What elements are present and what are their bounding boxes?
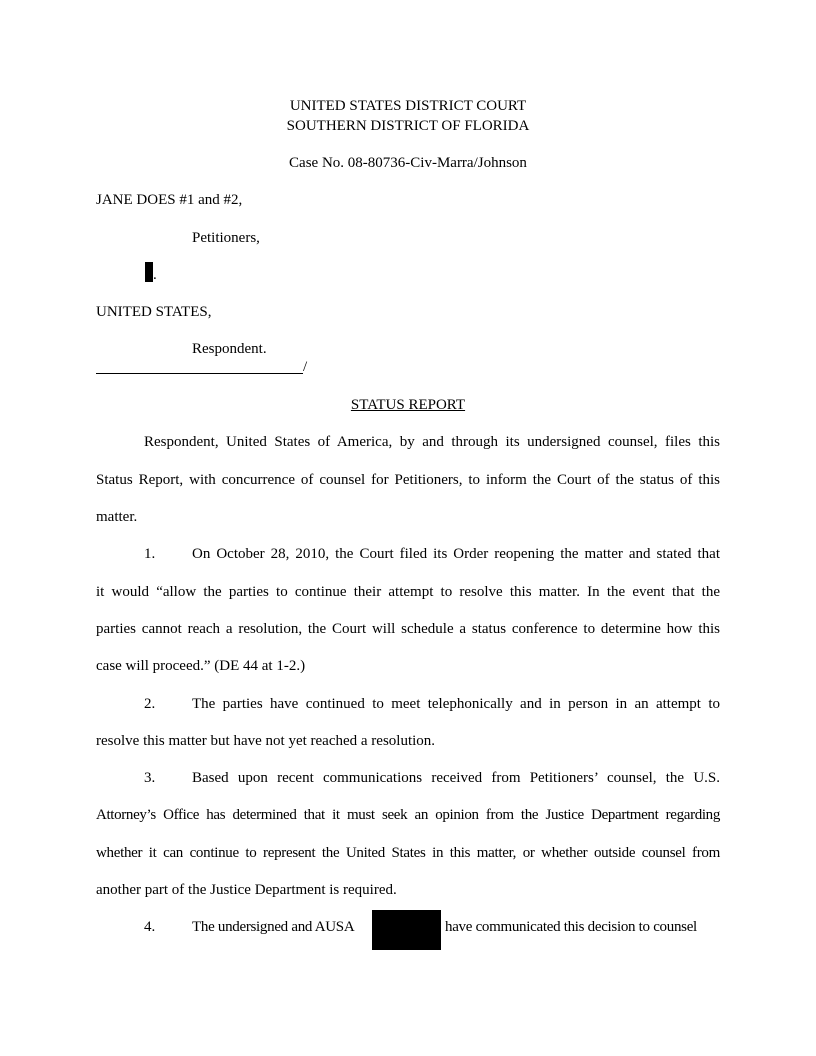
paragraph-1-line-4: case will proceed.” (DE 44 at 1-2.) bbox=[96, 658, 306, 674]
paragraph-1-line-3: parties cannot reach a resolution, the Court will schedule a status conference to determine how this bbox=[96, 621, 720, 637]
caption-signature-line bbox=[96, 373, 303, 374]
paragraph-3-line-3: whether it can continue to represent the United States in this matter, or whether outside counsel from bbox=[96, 845, 720, 861]
respondent-role: Respondent. bbox=[192, 341, 267, 357]
versus-fragment: . bbox=[153, 267, 157, 283]
paragraph-number: 4. bbox=[144, 919, 156, 935]
court-district: SOUTHERN DISTRICT OF FLORIDA bbox=[286, 118, 530, 134]
redaction-box bbox=[372, 910, 441, 950]
case-number: Case No. 08-80736-Civ-Marra/Johnson bbox=[289, 155, 527, 171]
paragraph-1-line-2: it would “allow the parties to continue their attempt to resolve this matter. In the event that the bbox=[96, 584, 720, 600]
intro-line-2: Status Report, with concurrence of counsel for Petitioners, to inform the Court of the status of this bbox=[96, 472, 720, 488]
paragraph-number: 2. bbox=[144, 696, 156, 712]
paragraph-4-after-redaction: have communicated this decision to counsel bbox=[445, 919, 697, 935]
paragraph-1-line-1: On October 28, 2010, the Court filed its Order reopening the matter and stated that bbox=[192, 546, 720, 562]
petitioners-role: Petitioners, bbox=[192, 230, 260, 246]
petitioners-party: JANE DOES #1 and #2, bbox=[96, 192, 243, 208]
paragraph-2-line-1: The parties have continued to meet telephonically and in person in an attempt to bbox=[192, 696, 720, 712]
paragraph-3-line-1: Based upon recent communications received from Petitioners’ counsel, the U.S. bbox=[192, 770, 720, 786]
caption-slash: / bbox=[303, 359, 308, 375]
paragraph-3-line-2: Attorney’s Office has determined that it must seek an opinion from the Justice Department regarding bbox=[96, 807, 720, 823]
document-title-text: STATUS REPORT bbox=[350, 397, 466, 413]
paragraph-4-before-redaction: The undersigned and AUSA bbox=[192, 919, 355, 935]
paragraph-3-line-4: another part of the Justice Department is required. bbox=[96, 882, 397, 898]
court-name: UNITED STATES DISTRICT COURT bbox=[289, 98, 527, 114]
paragraph-number: 3. bbox=[144, 770, 156, 786]
intro-line-3: matter. bbox=[96, 509, 138, 525]
document-title bbox=[96, 396, 720, 414]
redaction-box bbox=[145, 262, 153, 282]
paragraph-2-line-2: resolve this matter but have not yet reached a resolution. bbox=[96, 733, 436, 749]
respondent-party: UNITED STATES, bbox=[96, 304, 212, 320]
paragraph-number: 1. bbox=[144, 546, 156, 562]
intro-line-1: Respondent, United States of America, by and through its undersigned counsel, files this bbox=[144, 434, 720, 450]
